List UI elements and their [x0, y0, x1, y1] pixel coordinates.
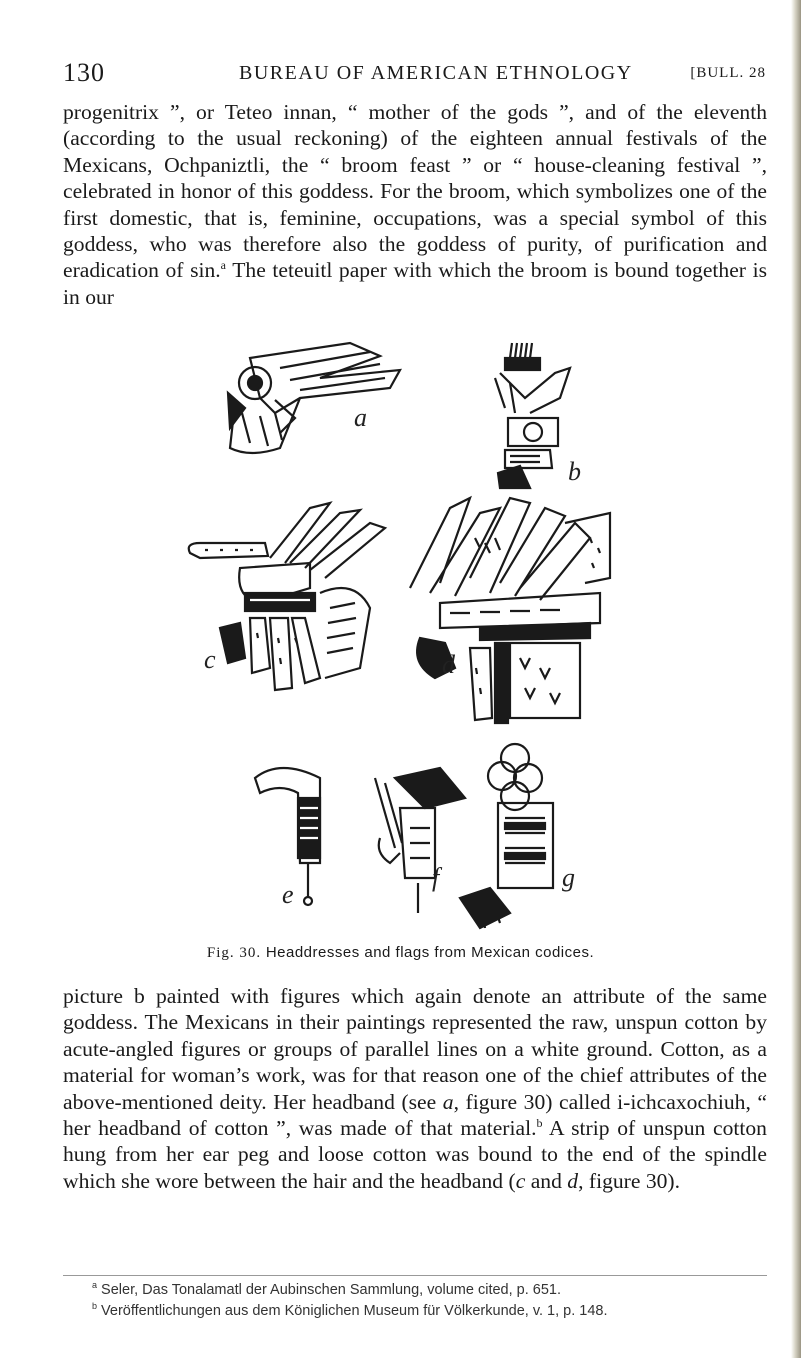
figure-30: [180, 338, 620, 934]
figure-label-c: c: [204, 645, 216, 674]
paragraph-1-end: The teteuitl paper with which the broom is bound together is in our: [63, 258, 767, 309]
footnote-b-text: Veröffentlichungen aus dem Königlichen Museum für Völkerkunde, v. 1, p. 148.: [101, 1302, 608, 1319]
page-edge-shadow: [791, 0, 801, 1358]
figure-label-f: f: [432, 863, 440, 892]
ref-figure-c: c: [515, 1168, 526, 1193]
footnote-a-text: Seler, Das Tonalamatl der Aubinschen Sammlung, volume cited, p. 651.: [101, 1281, 562, 1298]
footnote-divider: [63, 1275, 767, 1276]
footnote-b-mark: b: [92, 1301, 98, 1311]
paragraph-2-text-1: picture b painted with figures which again denote an attribute of the same goddess. The Mexicans in their paintings represented the raw, unspun cotton by acute-angled figures or groups of parallel lines on a white ground. Cotton, as a material for woman’s work, was for that reason one of the chief attributes of the above-mentioned deity. Her headband (see: [63, 984, 767, 1114]
figure-c-drawing: [189, 503, 385, 690]
figure-label-d: d: [442, 650, 455, 679]
ref-figure-d: d: [567, 1168, 579, 1193]
figure-caption-number: Fig. 30.: [206, 945, 262, 961]
footnote-a: [92, 1280, 772, 1298]
paragraph-2-text-5: , figure 30).: [578, 1168, 681, 1193]
figure-d-drawing: [410, 498, 610, 723]
page-number: 130: [63, 58, 105, 87]
bulletin-label: [BULL. 28: [690, 65, 766, 81]
footnote-b: [92, 1301, 772, 1319]
figure-caption-text: Headdresses and flags from Mexican codices.: [265, 944, 595, 961]
running-header: [63, 58, 768, 92]
paragraph-1: [63, 99, 767, 310]
footnote-ref-b[interactable]: b: [536, 1115, 543, 1130]
figure-label-a: a: [354, 403, 367, 432]
paragraph-2-text-4: and: [525, 1168, 568, 1193]
figure-label-b: b: [568, 457, 581, 486]
figure-caption: [0, 944, 801, 962]
figure-g-drawing: [460, 744, 553, 928]
figure-label-g: g: [562, 863, 575, 892]
ref-figure-a: a: [442, 1089, 454, 1114]
running-title: BUREAU OF AMERICAN ETHNOLOGY: [239, 62, 633, 84]
footnote-a-mark: a: [92, 1280, 98, 1290]
figure-b-drawing: [495, 343, 570, 488]
footnote-ref-a[interactable]: a: [220, 258, 226, 273]
paragraph-2-text-3: A strip of unspun cotton hung from her ear peg and loose cotton was bound to the end of the spindle which she wore between the hair and the headband (: [63, 1116, 767, 1193]
figure-a-drawing: [228, 343, 400, 453]
figure-f-drawing: [375, 768, 465, 913]
paragraph-1-text: progenitrix ”, or Teteo innan, “ mother of the gods ”, and of the eleventh (according to the usual reckoning) of the eighteen annual festivals of the Mexicans, Ochpaniztli, the “ broom feast ” or “ house-cleaning festival ”, celebrated in honor of this goddess. For the broom, which symbolizes one of the first domestic, that is, feminine, occupations, was a special symbol of this goddess, who was therefore also the goddess of purity, of purification and eradication of sin.: [63, 100, 767, 283]
figure-label-e: e: [282, 880, 294, 909]
paragraph-2: [63, 983, 767, 1194]
paragraph-2-text-2: , figure 30) called i-ichcaxochiuh, “ her headband of cotton ”, was made of that material.: [63, 1089, 767, 1141]
